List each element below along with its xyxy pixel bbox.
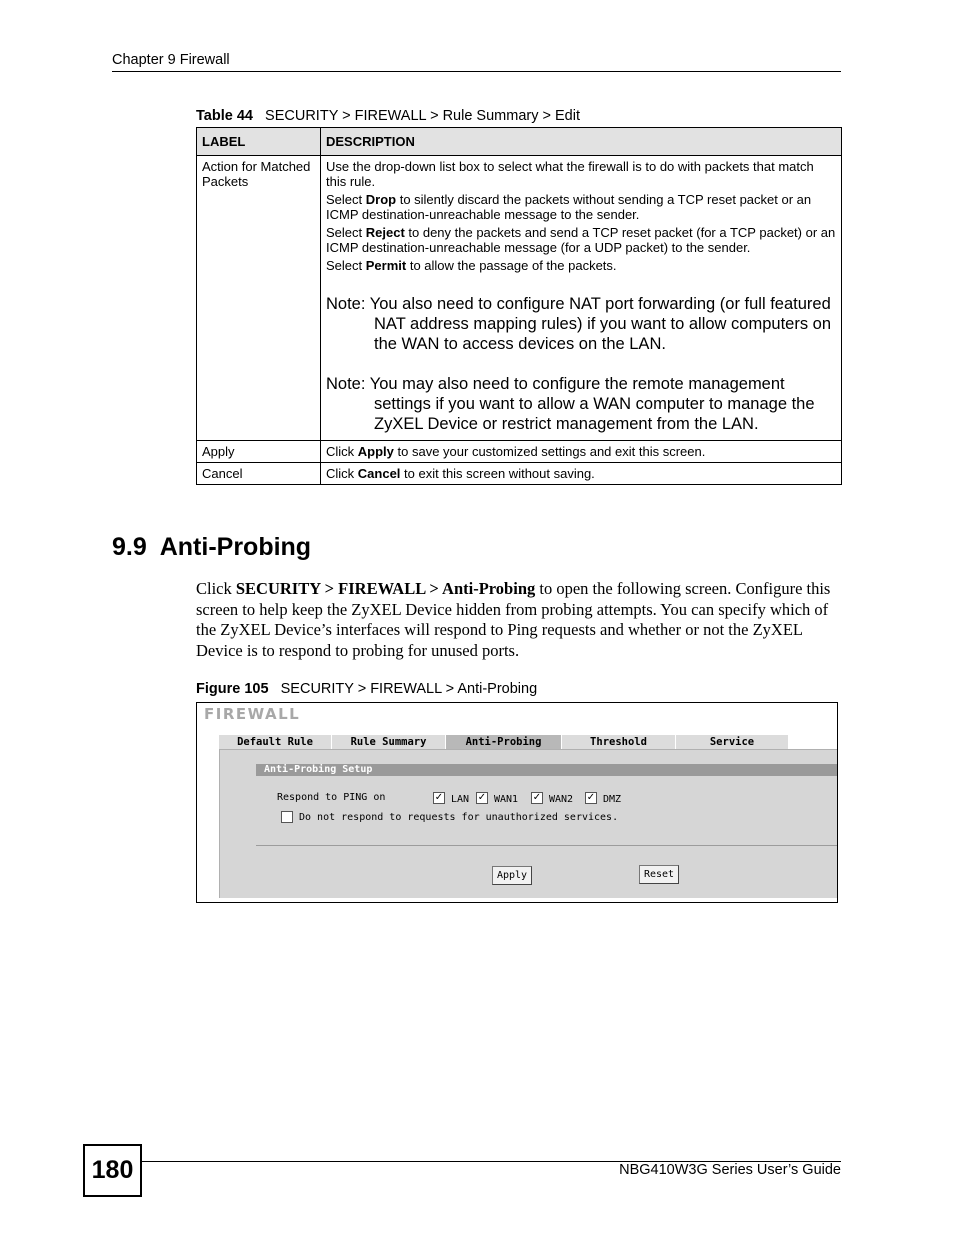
wan1-checkbox[interactable]: ✓ — [477, 792, 487, 803]
desc-paragraph: Use the drop-down list box to select what the firewall is to do with packets that match this rule. — [326, 159, 814, 189]
wan1-label: WAN1 — [494, 794, 519, 805]
tab-anti-probing[interactable]: Anti-Probing — [446, 735, 562, 749]
no-respond-checkbox[interactable] — [281, 811, 293, 823]
tab-rule-summary[interactable]: Rule Summary — [332, 735, 446, 749]
table-row — [197, 441, 842, 463]
wan2-label: WAN2 — [549, 794, 574, 805]
chapter-header: Chapter 9 Firewall — [112, 52, 230, 68]
desc-paragraph: Select Permit to allow the passage of the packets. — [326, 258, 617, 273]
note-nat: Note: You also need to configure NAT port forwarding (or full featured NAT address mapping rules) if you want to allow computers on the WAN to access devices on the LAN. — [326, 295, 832, 353]
section-title: 9.9 Anti-Probing — [112, 533, 312, 561]
dmz-label: DMZ — [603, 794, 622, 805]
reset-button[interactable]: Reset — [639, 865, 679, 884]
panel-separator — [256, 845, 838, 846]
table-row — [197, 156, 842, 441]
section-paragraph: Click SECURITY > FIREWALL > Anti-Probing to open the following screen. Configure this screen to help keep the ZyXEL Device hidden from probing attempts. You can specify which of the ZyXEL Device’s interfaces will respond to Ping requests and whether or not the ZyXEL Device is to respond to probing for unused ports. — [196, 579, 831, 660]
column-header-label: LABEL — [197, 128, 321, 156]
setup-section-title: Anti-Probing Setup — [264, 764, 373, 775]
header-rule — [112, 71, 841, 72]
desc-paragraph: Select Drop to silently discard the packets without sending a TCP reset packet or an ICMP destination-unreachable message to the sender. — [326, 192, 812, 222]
guide-title: NBG410W3G Series User’s Guide — [619, 1162, 841, 1178]
dmz-checkbox[interactable]: ✓ — [586, 792, 596, 803]
tab-service[interactable]: Service — [676, 735, 789, 749]
table-header-row — [197, 128, 842, 156]
table-caption — [196, 108, 580, 124]
no-respond-label: Do not respond to requests for unauthorized services. — [299, 812, 619, 823]
anti-probing-panel — [219, 749, 838, 898]
anti-probing-screenshot — [196, 702, 838, 903]
table-caption-text: SECURITY > FIREWALL > Rule Summary > Edit — [265, 108, 580, 124]
lan-checkbox[interactable]: ✓ — [434, 792, 444, 803]
table-caption-number: Table 44 — [196, 108, 253, 124]
row-label: Cancel — [197, 463, 321, 485]
tab-threshold[interactable]: Threshold — [562, 735, 676, 749]
column-header-description: DESCRIPTION — [321, 128, 842, 156]
firewall-title: FIREWALL — [204, 705, 301, 723]
row-description: Click Apply to save your customized settings and exit this screen. — [321, 441, 842, 463]
row-label: Apply — [197, 441, 321, 463]
page-number: 180 — [83, 1144, 142, 1197]
figure-caption — [196, 681, 537, 697]
figure-caption-text: SECURITY > FIREWALL > Anti-Probing — [280, 681, 538, 697]
row-description: Click Cancel to exit this screen without saving. — [321, 463, 842, 485]
row-label: Action for Matched Packets — [197, 156, 321, 441]
label-description-table — [196, 127, 842, 485]
table-row — [197, 463, 842, 485]
note-remote-management: Note: You may also need to configure the remote management settings if you want to allow a WAN computer to manage the ZyXEL Device or restrict management from the LAN. — [326, 375, 815, 433]
row-description — [321, 156, 842, 441]
desc-paragraph: Select Reject to deny the packets and send a TCP reset packet (for a TCP packet) or an ICMP destination-unreachable message (for a UDP packet) to the sender. — [326, 225, 836, 255]
ping-label: Respond to PING on — [277, 792, 386, 803]
setup-section-bar — [256, 764, 838, 776]
lan-label: LAN — [451, 794, 470, 805]
wan2-checkbox[interactable]: ✓ — [532, 792, 542, 803]
apply-button[interactable]: Apply — [492, 866, 532, 885]
tab-default-rule[interactable]: Default Rule — [219, 735, 332, 749]
figure-caption-number: Figure 105 — [196, 681, 269, 697]
